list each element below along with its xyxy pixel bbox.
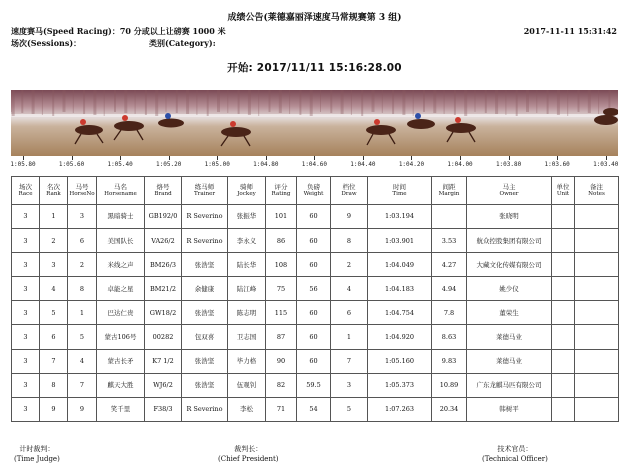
- column-header-en: Trainer: [193, 191, 216, 198]
- cell-name: 蒙古106号: [97, 325, 145, 349]
- cell-name: 巴达仁贵: [97, 301, 145, 325]
- cell-unit: [552, 229, 575, 253]
- cell-unit: [552, 325, 575, 349]
- time-judge-label: 计时裁判：: [19, 445, 55, 453]
- time-scale-label: 1:05.20: [156, 161, 182, 168]
- cell-margin: 9.83: [432, 349, 467, 373]
- start-time: 开始: 2017/11/11 15:16:28.00: [227, 62, 402, 74]
- column-header: [68, 177, 97, 205]
- column-header-en: Owner: [499, 191, 519, 198]
- cell-jockey: 陈志明: [228, 301, 266, 325]
- column-header: [575, 177, 619, 205]
- cell-brand: GW18/2: [145, 301, 182, 325]
- cell-weight: 59.5: [297, 373, 331, 397]
- column-header-en: Horsename: [104, 191, 137, 198]
- cell-rank: 6: [40, 325, 68, 349]
- cell-jockey: 伍观钊: [228, 373, 266, 397]
- column-header: [266, 177, 297, 205]
- cell-brand: F38/3: [145, 397, 182, 421]
- cell-horse-no: 7: [68, 373, 97, 397]
- chief-president-label: 裁判长：: [234, 445, 263, 453]
- column-header-cn: 档位: [342, 182, 356, 191]
- cell-jockey: 李松: [228, 397, 266, 421]
- cell-unit: [552, 301, 575, 325]
- chief-president-label-en: (Chief President): [218, 454, 279, 463]
- cell-margin: [432, 205, 467, 229]
- cell-owner: 董荣生: [467, 301, 552, 325]
- cell-race: 3: [12, 373, 40, 397]
- cell-time: 1:04.754: [368, 301, 432, 325]
- cell-rank: 7: [40, 349, 68, 373]
- cell-owner: 莱德马业: [467, 325, 552, 349]
- cell-notes: [575, 253, 619, 277]
- cell-unit: [552, 277, 575, 301]
- cell-horse-no: 6: [68, 229, 97, 253]
- cell-rating: 82: [266, 373, 297, 397]
- cell-trainer: R Severino: [182, 205, 228, 229]
- time-scale-label: 1:04.60: [301, 161, 328, 168]
- cell-rank: 5: [40, 301, 68, 325]
- time-scale-tick: [72, 156, 73, 160]
- cell-rank: 2: [40, 229, 68, 253]
- column-header-en: HorseNo: [69, 191, 95, 198]
- cell-rating: 90: [266, 349, 297, 373]
- column-header-cn: 单位: [556, 182, 570, 191]
- cell-unit: [552, 349, 575, 373]
- time-scale-tick: [314, 156, 315, 160]
- cell-time: 1:03.901: [368, 229, 432, 253]
- cell-notes: [575, 373, 619, 397]
- column-header-en: Draw: [341, 191, 357, 198]
- cell-unit: [552, 373, 575, 397]
- cell-time: 1:04.920: [368, 325, 432, 349]
- cell-trainer: 张浩坚: [182, 301, 228, 325]
- cell-horse-no: 2: [68, 253, 97, 277]
- column-header-cn: 场次: [19, 182, 32, 191]
- cell-draw: 4: [331, 277, 368, 301]
- time-scale-label: 1:05.40: [107, 161, 133, 168]
- cell-notes: [575, 349, 619, 373]
- column-header: [432, 177, 467, 205]
- report-datetime: 2017-11-11 15:31:42: [523, 26, 617, 36]
- time-judge-signature: [14, 445, 60, 465]
- page-title: 成绩公告(莱德嘉丽泽速度马常规赛第 3 组): [227, 13, 402, 23]
- cell-time: 1:07.263: [368, 397, 432, 421]
- cell-jockey: 毕力格: [228, 349, 266, 373]
- cell-horse-no: 8: [68, 277, 97, 301]
- column-header-en: Rating: [271, 191, 291, 198]
- cell-trainer: 包双喜: [182, 325, 228, 349]
- cell-brand: BM26/3: [145, 253, 182, 277]
- cell-race: 3: [12, 205, 40, 229]
- cell-notes: [575, 325, 619, 349]
- cell-name: 黑暗骑士: [97, 205, 145, 229]
- cell-time: 1:04.049: [368, 253, 432, 277]
- cell-unit: [552, 253, 575, 277]
- cell-draw: 8: [331, 229, 368, 253]
- time-scale-tick: [169, 156, 170, 160]
- column-header: [12, 177, 40, 205]
- cell-brand: VA26/2: [145, 229, 182, 253]
- cell-horse-no: 9: [68, 397, 97, 421]
- column-header-cn: 练马师: [194, 182, 215, 191]
- cell-weight: 56: [297, 277, 331, 301]
- cell-rating: 75: [266, 277, 297, 301]
- cell-owner: 广东龙麒马匹有限公司: [467, 373, 552, 397]
- table-row: [12, 205, 619, 229]
- table-row: [12, 277, 619, 301]
- cell-margin: 4.94: [432, 277, 467, 301]
- cell-horse-no: 4: [68, 349, 97, 373]
- column-header-cn: 负磅: [307, 182, 320, 191]
- table-row: [12, 349, 619, 373]
- cell-name: 米线之声: [97, 253, 145, 277]
- column-header-cn: 骑师: [240, 182, 253, 191]
- time-scale-tick: [509, 156, 510, 160]
- cell-rank: 8: [40, 373, 68, 397]
- chief-president-signature: [218, 445, 279, 465]
- cell-draw: 3: [331, 373, 368, 397]
- cell-race: 3: [12, 349, 40, 373]
- cell-race: 3: [12, 253, 40, 277]
- time-scale-tick: [557, 156, 558, 160]
- cell-draw: 2: [331, 253, 368, 277]
- column-header-en: Race: [18, 191, 33, 198]
- cell-name: 卓能之星: [97, 277, 145, 301]
- cell-brand: K7 1/2: [145, 349, 182, 373]
- column-header: [40, 177, 68, 205]
- column-header-cn: 马名: [114, 182, 127, 191]
- cell-unit: [552, 205, 575, 229]
- cell-rating: 86: [266, 229, 297, 253]
- cell-margin: 20.34: [432, 397, 467, 421]
- column-header-cn: 评分: [274, 182, 288, 191]
- column-header: [297, 177, 331, 205]
- cell-owner: 莱德马业: [467, 349, 552, 373]
- column-header-en: Unit: [556, 191, 570, 198]
- cell-rating: 71: [266, 397, 297, 421]
- cell-race: 3: [12, 277, 40, 301]
- time-scale-label: 1:04.20: [398, 161, 425, 168]
- table-row: [12, 253, 619, 277]
- column-header-cn: 间距: [442, 182, 456, 191]
- time-scale-label: 1:05.00: [204, 161, 230, 168]
- cell-weight: 60: [297, 349, 331, 373]
- cell-trainer: 张浩坚: [182, 349, 228, 373]
- column-header-cn: 马主: [502, 182, 516, 191]
- cell-margin: 7.8: [432, 301, 467, 325]
- cell-rating: 108: [266, 253, 297, 277]
- column-header-en: Jockey: [237, 191, 256, 198]
- time-scale-label: 1:03.60: [544, 161, 570, 168]
- cell-trainer: 张浩坚: [182, 253, 228, 277]
- cell-jockey: 陆长华: [228, 253, 266, 277]
- cell-time: 1:05.373: [368, 373, 432, 397]
- column-header: [97, 177, 145, 205]
- cell-jockey: 陆江峰: [228, 277, 266, 301]
- cell-rating: 115: [266, 301, 297, 325]
- race-description: 速度赛马(Speed Racing)：70 分或以上让磅赛 1000 米: [11, 26, 226, 36]
- column-header-en: Margin: [438, 191, 460, 198]
- cell-unit: [552, 397, 575, 421]
- column-header: [552, 177, 575, 205]
- cell-draw: 9: [331, 205, 368, 229]
- time-scale-tick: [606, 156, 607, 160]
- cell-notes: [575, 229, 619, 253]
- results-table: [11, 176, 619, 422]
- column-header-cn: 时间: [393, 182, 406, 191]
- time-scale-label: 1:03.40: [593, 161, 619, 168]
- cell-owner: 航众控股集团有限公司: [467, 229, 552, 253]
- time-scale-label: 1:05.80: [10, 161, 36, 168]
- column-header-cn: 马号: [75, 182, 89, 191]
- table-row: [12, 325, 619, 349]
- time-scale-tick: [120, 156, 121, 160]
- cell-brand: BM21/2: [145, 277, 182, 301]
- cell-weight: 60: [297, 253, 331, 277]
- cell-draw: 1: [331, 325, 368, 349]
- cell-rank: 1: [40, 205, 68, 229]
- cell-race: 3: [12, 301, 40, 325]
- category-label: 类别(Category):: [149, 38, 216, 48]
- sessions-label: 场次(Sessions)：: [11, 38, 82, 48]
- cell-horse-no: 1: [68, 301, 97, 325]
- table-row: [12, 373, 619, 397]
- time-scale-tick: [460, 156, 461, 160]
- cell-owner: 姚少仪: [467, 277, 552, 301]
- column-header-en: Notes: [588, 191, 605, 198]
- cell-name: 麒天大胜: [97, 373, 145, 397]
- technical-officer-label: 技术官员：: [497, 445, 533, 453]
- column-header: [182, 177, 228, 205]
- cell-trainer: R Severino: [182, 229, 228, 253]
- time-scale-tick: [363, 156, 364, 160]
- cell-race: 3: [12, 397, 40, 421]
- column-header-cn: 烙号: [156, 182, 170, 191]
- cell-notes: [575, 301, 619, 325]
- cell-trainer: 张浩坚: [182, 373, 228, 397]
- time-scale-label: 1:04.40: [350, 161, 376, 168]
- cell-margin: 8.63: [432, 325, 467, 349]
- time-scale-label: 1:05.60: [58, 161, 85, 168]
- cell-owner: 大藏文化传媒有限公司: [467, 253, 552, 277]
- table-row: [12, 229, 619, 253]
- time-judge-label-en: (Time Judge): [14, 454, 60, 463]
- cell-brand: GB192/0: [145, 205, 182, 229]
- time-scale-label: 1:04.00: [447, 161, 473, 168]
- table-header-row: [12, 177, 619, 205]
- cell-jockey: 张振华: [228, 205, 266, 229]
- cell-rank: 3: [40, 253, 68, 277]
- cell-notes: [575, 397, 619, 421]
- cell-weight: 60: [297, 205, 331, 229]
- time-scale-label: 1:03.80: [495, 161, 522, 168]
- technical-officer-label-en: (Technical Officer): [482, 454, 548, 463]
- cell-name: 蒙古长矛: [97, 349, 145, 373]
- cell-horse-no: 3: [68, 205, 97, 229]
- cell-margin: 3.53: [432, 229, 467, 253]
- time-scale-tick: [411, 156, 412, 160]
- column-header: [331, 177, 368, 205]
- cell-jockey: 卫志国: [228, 325, 266, 349]
- cell-draw: 7: [331, 349, 368, 373]
- cell-trainer: R Severino: [182, 397, 228, 421]
- time-scale: [11, 156, 618, 170]
- cell-horse-no: 5: [68, 325, 97, 349]
- cell-rating: 87: [266, 325, 297, 349]
- cell-race: 3: [12, 325, 40, 349]
- cell-owner: 韩树平: [467, 397, 552, 421]
- cell-draw: 6: [331, 301, 368, 325]
- cell-weight: 60: [297, 229, 331, 253]
- cell-brand: WJ6/2: [145, 373, 182, 397]
- cell-margin: 10.89: [432, 373, 467, 397]
- cell-name: 笑千里: [97, 397, 145, 421]
- technical-officer-signature: [482, 445, 548, 465]
- cell-draw: 5: [331, 397, 368, 421]
- cell-time: 1:03.194: [368, 205, 432, 229]
- photo-finish-image: [11, 90, 618, 156]
- column-header: [368, 177, 432, 205]
- column-header-en: Weight: [303, 191, 324, 198]
- cell-notes: [575, 277, 619, 301]
- cell-brand: 00282: [145, 325, 182, 349]
- cell-name: 美国队长: [97, 229, 145, 253]
- cell-rank: 4: [40, 277, 68, 301]
- time-scale-tick: [23, 156, 24, 160]
- cell-margin: 4.27: [432, 253, 467, 277]
- column-header: [228, 177, 266, 205]
- cell-rating: 101: [266, 205, 297, 229]
- cell-owner: 张晓明: [467, 205, 552, 229]
- table-row: [12, 301, 619, 325]
- cell-rank: 9: [40, 397, 68, 421]
- cell-jockey: 李永义: [228, 229, 266, 253]
- time-scale-tick: [217, 156, 218, 160]
- cell-weight: 60: [297, 325, 331, 349]
- cell-trainer: 余健康: [182, 277, 228, 301]
- table-row: [12, 397, 619, 421]
- cell-weight: 54: [297, 397, 331, 421]
- column-header-en: Brand: [154, 191, 172, 198]
- column-header: [145, 177, 182, 205]
- time-scale-tick: [266, 156, 267, 160]
- column-header-en: Rank: [46, 191, 61, 198]
- column-header-cn: 备注: [590, 182, 603, 191]
- cell-race: 3: [12, 229, 40, 253]
- cell-time: 1:04.183: [368, 277, 432, 301]
- column-header: [467, 177, 552, 205]
- cell-notes: [575, 205, 619, 229]
- time-scale-label: 1:04.80: [253, 161, 279, 168]
- cell-time: 1:05.160: [368, 349, 432, 373]
- column-header-en: Time: [392, 191, 407, 198]
- column-header-cn: 名次: [47, 182, 60, 191]
- cell-weight: 60: [297, 301, 331, 325]
